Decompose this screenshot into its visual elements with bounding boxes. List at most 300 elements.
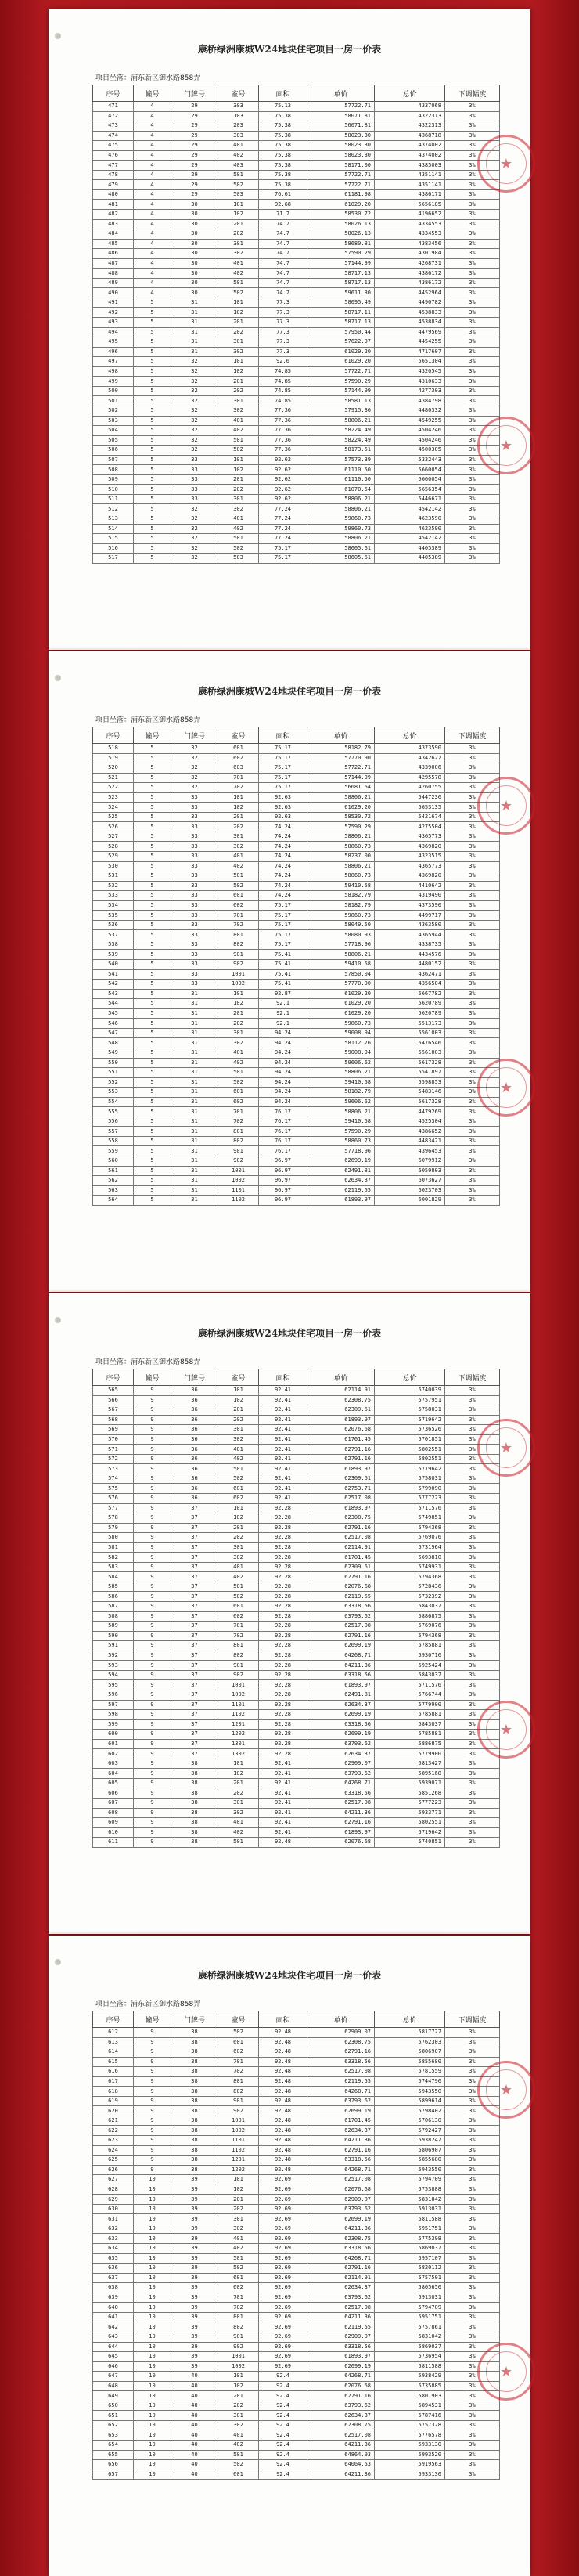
table-cell: 5943550	[375, 2087, 445, 2097]
table-cell: 5	[134, 1028, 171, 1038]
table-cell: 32	[171, 783, 218, 793]
table-cell: 39	[171, 2361, 218, 2372]
table-cell: 58182.79	[307, 744, 375, 754]
table-cell: 471	[93, 102, 134, 112]
table-cell: 61029.20	[307, 989, 375, 999]
table-row	[93, 2175, 500, 2185]
table-cell: 402	[218, 1572, 259, 1582]
table-cell: 4542142	[375, 504, 445, 514]
table-cell: 556	[93, 1117, 134, 1127]
table-cell: 31	[171, 1166, 218, 1176]
table-cell: 63318.56	[307, 1788, 375, 1799]
table-row	[93, 474, 500, 485]
table-cell: 5732392	[375, 1592, 445, 1602]
punch-hole	[55, 33, 61, 39]
table-cell: 632	[93, 2224, 134, 2234]
table-cell: 503	[218, 189, 259, 200]
table-cell: 501	[218, 1838, 259, 1848]
page-title: 康桥绿洲康城W24地块住宅项目一房一价表	[197, 44, 382, 55]
column-header: 序号	[93, 85, 134, 102]
table-cell: 101	[218, 1759, 259, 1769]
table-row	[93, 753, 500, 763]
table-cell: 5	[134, 1068, 171, 1078]
table-cell: 3%	[445, 2116, 500, 2126]
table-cell: 3%	[445, 1415, 500, 1425]
seal-stamp	[477, 417, 535, 474]
table-cell: 31	[171, 1048, 218, 1058]
table-cell: 564	[93, 1196, 134, 1206]
table-cell: 5728436	[375, 1582, 445, 1592]
table-row	[93, 357, 500, 367]
column-header: 室号	[218, 2011, 259, 2028]
table-cell: 4268731	[375, 258, 445, 269]
table-cell: 58049.50	[307, 920, 375, 930]
table-cell: 38	[171, 1827, 218, 1838]
table-cell: 5	[134, 1008, 171, 1019]
table-cell: 601	[93, 1739, 134, 1749]
page-title: 康桥绿洲康城W24地块住宅项目一房一价表	[197, 1328, 382, 1339]
table-cell: 5894531	[375, 2401, 445, 2411]
table-cell: 4	[134, 102, 171, 112]
table-cell: 74.24	[259, 881, 307, 891]
table-row	[93, 2312, 500, 2322]
table-cell: 57950.44	[307, 327, 375, 337]
table-cell: 9	[134, 2136, 171, 2146]
table-cell: 533	[93, 891, 134, 901]
table-cell: 4322313	[375, 121, 445, 132]
table-cell: 10	[134, 2224, 171, 2234]
table-cell: 621	[93, 2116, 134, 2126]
table-cell: 701	[218, 911, 259, 921]
table-cell: 5	[134, 406, 171, 416]
table-cell: 92.69	[259, 2214, 307, 2224]
table-cell: 3%	[445, 278, 500, 288]
table-cell: 94.24	[259, 1068, 307, 1078]
table-cell: 202	[218, 1788, 259, 1799]
table-cell: 33	[171, 803, 218, 813]
table-cell: 1101	[218, 1185, 259, 1196]
table-cell: 61893.97	[307, 1415, 375, 1425]
table-cell: 3%	[445, 1827, 500, 1838]
table-cell: 92.41	[259, 1415, 307, 1425]
table-cell: 40	[171, 2440, 218, 2450]
table-cell: 3%	[445, 416, 500, 426]
table-cell: 32	[171, 543, 218, 554]
table-cell: 5	[134, 832, 171, 842]
table-cell: 101	[218, 200, 259, 210]
table-cell: 10	[134, 2450, 171, 2460]
table-row	[93, 1808, 500, 1818]
table-cell: 4362471	[375, 969, 445, 980]
table-cell: 5785881	[375, 1730, 445, 1740]
table-cell: 5	[134, 504, 171, 514]
table-cell: 101	[218, 989, 259, 999]
table-cell: 590	[93, 1631, 134, 1641]
table-cell: 901	[218, 2332, 259, 2342]
column-header: 幢号	[134, 85, 171, 102]
table-cell: 36	[171, 1415, 218, 1425]
table-cell: 402	[218, 426, 259, 436]
table-cell: 92.48	[259, 2106, 307, 2116]
table-cell: 3%	[445, 524, 500, 534]
table-cell: 101	[218, 357, 259, 367]
table-cell: 512	[93, 504, 134, 514]
table-cell: 75.17	[259, 554, 307, 564]
table-cell: 640	[93, 2303, 134, 2313]
table-cell: 36	[171, 1494, 218, 1504]
table-cell: 57770.90	[307, 980, 375, 990]
table-row	[93, 1641, 500, 1651]
table-cell: 3%	[445, 1553, 500, 1563]
table-cell: 31	[171, 308, 218, 318]
table-cell: 38	[171, 2047, 218, 2058]
table-cell: 1001	[218, 1166, 259, 1176]
table-cell: 31	[171, 327, 218, 337]
table-cell: 77.36	[259, 435, 307, 446]
table-cell: 75.38	[259, 161, 307, 171]
table-cell: 472	[93, 111, 134, 121]
table-cell: 5	[134, 753, 171, 763]
table-cell: 5	[134, 327, 171, 337]
table-cell: 401	[218, 514, 259, 524]
table-cell: 38	[171, 2165, 218, 2175]
table-cell: 94.24	[259, 1048, 307, 1058]
column-header: 单价	[307, 85, 375, 102]
table-row	[93, 1818, 500, 1828]
table-row	[93, 347, 500, 357]
table-cell: 63318.56	[307, 1719, 375, 1730]
table-cell: 485	[93, 239, 134, 249]
table-cell: 701	[218, 773, 259, 783]
table-cell: 102	[218, 2381, 259, 2391]
table-cell: 4499717	[375, 911, 445, 921]
table-cell: 61893.97	[307, 1680, 375, 1690]
table-row	[93, 435, 500, 446]
table-cell: 3%	[445, 1798, 500, 1808]
table-cell: 5811588	[375, 2214, 445, 2224]
table-cell: 4374002	[375, 150, 445, 161]
table-cell: 62309.61	[307, 1405, 375, 1416]
table-cell: 610	[93, 1827, 134, 1838]
table-cell: 32	[171, 435, 218, 446]
table-row	[93, 406, 500, 416]
table-cell: 9	[134, 1454, 171, 1464]
table-row	[93, 2195, 500, 2205]
table-cell: 4	[134, 180, 171, 190]
table-cell: 302	[218, 406, 259, 416]
table-cell: 402	[218, 1454, 259, 1464]
table-cell: 5811588	[375, 2361, 445, 2372]
table-cell: 96.97	[259, 1166, 307, 1176]
table-cell: 64268.71	[307, 1651, 375, 1661]
table-row	[93, 1077, 500, 1088]
table-cell: 3%	[445, 111, 500, 121]
table-cell: 3%	[445, 357, 500, 367]
table-cell: 10	[134, 2312, 171, 2322]
table-cell: 92.41	[259, 1759, 307, 1769]
table-row	[93, 842, 500, 852]
table-cell: 5951751	[375, 2312, 445, 2322]
table-cell: 40	[171, 2460, 218, 2470]
table-row	[93, 2047, 500, 2058]
table-cell: 77.36	[259, 406, 307, 416]
table-cell: 76.17	[259, 1127, 307, 1137]
table-cell: 75.38	[259, 121, 307, 132]
table-cell: 10	[134, 2411, 171, 2421]
table-cell: 103	[218, 111, 259, 121]
table-cell: 5	[134, 1185, 171, 1196]
table-cell: 63793.62	[307, 2096, 375, 2106]
table-row	[93, 1445, 500, 1455]
table-cell: 642	[93, 2322, 134, 2332]
table-cell: 538	[93, 940, 134, 950]
table-cell: 401	[218, 1048, 259, 1058]
table-cell: 33	[171, 900, 218, 911]
column-header: 单价	[307, 2011, 375, 2028]
table-cell: 635	[93, 2253, 134, 2264]
table-cell: 74.7	[259, 269, 307, 279]
table-row	[93, 366, 500, 377]
table-cell: 4	[134, 288, 171, 298]
table-cell: 62119.55	[307, 1185, 375, 1196]
table-cell: 547	[93, 1028, 134, 1038]
table-cell: 9	[134, 1680, 171, 1690]
table-cell: 560	[93, 1156, 134, 1166]
table-cell: 5447236	[375, 792, 445, 803]
table-cell: 3%	[445, 435, 500, 446]
table-cell: 552	[93, 1077, 134, 1088]
table-row	[93, 485, 500, 495]
table-row	[93, 2440, 500, 2450]
table-cell: 5	[134, 1127, 171, 1137]
table-cell: 4369820	[375, 842, 445, 852]
table-cell: 639	[93, 2293, 134, 2303]
table-cell: 61893.97	[307, 2352, 375, 2362]
table-cell: 29	[171, 131, 218, 141]
table-row	[93, 1196, 500, 1206]
table-cell: 62699.19	[307, 1156, 375, 1166]
table-cell: 496	[93, 347, 134, 357]
table-cell: 482	[93, 210, 134, 220]
table-cell: 102	[218, 366, 259, 377]
table-row	[93, 170, 500, 180]
table-cell: 39	[171, 2253, 218, 2264]
table-cell: 5939071	[375, 1778, 445, 1788]
table-cell: 702	[218, 2303, 259, 2313]
table-cell: 3%	[445, 102, 500, 112]
table-cell: 1001	[218, 969, 259, 980]
table-cell: 32	[171, 514, 218, 524]
table-cell: 92.28	[259, 1700, 307, 1710]
table-cell: 502	[218, 881, 259, 891]
table-cell: 1002	[218, 1690, 259, 1700]
table-row	[93, 1602, 500, 1612]
table-row	[93, 1127, 500, 1137]
table-cell: 302	[218, 2420, 259, 2430]
table-cell: 3%	[445, 485, 500, 495]
column-header: 下调幅度	[445, 1369, 500, 1386]
table-cell: 92.41	[259, 1778, 307, 1788]
table-cell: 5	[134, 940, 171, 950]
table-cell: 9	[134, 1739, 171, 1749]
table-cell: 36	[171, 1464, 218, 1474]
table-cell: 57590.29	[307, 377, 375, 387]
table-cell: 30	[171, 219, 218, 229]
table-cell: 37	[171, 1700, 218, 1710]
table-cell: 39	[171, 2195, 218, 2205]
table-row	[93, 2322, 500, 2332]
table-cell: 565	[93, 1386, 134, 1396]
table-cell: 37	[171, 1602, 218, 1612]
table-cell: 574	[93, 1474, 134, 1484]
table-cell: 101	[218, 1503, 259, 1513]
table-cell: 40	[171, 2381, 218, 2391]
table-cell: 5899614	[375, 2096, 445, 2106]
seal-stamp	[477, 1059, 535, 1117]
table-cell: 37	[171, 1611, 218, 1622]
table-cell: 92.4	[259, 2420, 307, 2430]
table-cell: 3%	[445, 900, 500, 911]
table-row	[93, 543, 500, 554]
table-cell: 4405389	[375, 543, 445, 554]
table-cell: 4322313	[375, 111, 445, 121]
table-cell: 76.61	[259, 189, 307, 200]
table-row	[93, 744, 500, 754]
table-cell: 6001829	[375, 1196, 445, 1206]
table-row	[93, 1513, 500, 1524]
table-cell: 523	[93, 792, 134, 803]
table-row	[93, 1425, 500, 1435]
table-cell: 38	[171, 1778, 218, 1788]
table-cell: 5	[134, 1176, 171, 1186]
table-cell: 40	[171, 2391, 218, 2401]
table-cell: 401	[218, 2430, 259, 2441]
table-cell: 612	[93, 2028, 134, 2038]
table-cell: 96.97	[259, 1196, 307, 1206]
table-cell: 601	[218, 2273, 259, 2283]
table-cell: 31	[171, 1077, 218, 1088]
table-cell: 92.69	[259, 2332, 307, 2342]
table-cell: 37	[171, 1582, 218, 1592]
table-cell: 3%	[445, 2361, 500, 2372]
table-cell: 61029.20	[307, 200, 375, 210]
table-cell: 62791.16	[307, 1445, 375, 1455]
table-cell: 702	[218, 783, 259, 793]
table-cell: 5869037	[375, 2342, 445, 2352]
table-cell: 3%	[445, 1611, 500, 1622]
table-cell: 555	[93, 1107, 134, 1117]
table-cell: 5744796	[375, 2076, 445, 2087]
table-cell: 656	[93, 2460, 134, 2470]
table-cell: 201	[218, 1405, 259, 1416]
table-cell: 302	[218, 1434, 259, 1445]
table-cell: 5	[134, 1088, 171, 1098]
table-cell: 5561003	[375, 1048, 445, 1058]
table-cell: 478	[93, 170, 134, 180]
table-cell: 202	[218, 386, 259, 396]
table-cell: 488	[93, 269, 134, 279]
table-cell: 61701.45	[307, 1434, 375, 1445]
table-cell: 202	[218, 2204, 259, 2214]
table-cell: 62076.68	[307, 1582, 375, 1592]
column-header: 室号	[218, 85, 259, 102]
table-cell: 201	[218, 1523, 259, 1533]
table-cell: 57622.97	[307, 337, 375, 348]
table-cell: 702	[218, 1631, 259, 1641]
table-cell: 92.28	[259, 1710, 307, 1720]
table-cell: 5	[134, 1156, 171, 1166]
table-cell: 39	[171, 2352, 218, 2362]
table-cell: 202	[218, 229, 259, 240]
table-cell: 92.48	[259, 2156, 307, 2166]
table-row	[93, 852, 500, 862]
table-cell: 3%	[445, 2067, 500, 2077]
table-cell: 3%	[445, 1818, 500, 1828]
table-header-row	[93, 85, 500, 102]
table-cell: 3%	[445, 269, 500, 279]
table-cell: 5	[134, 386, 171, 396]
table-row	[93, 2165, 500, 2175]
table-cell: 62517.08	[307, 2303, 375, 2313]
table-cell: 33	[171, 455, 218, 465]
table-cell: 802	[218, 940, 259, 950]
table-cell: 10	[134, 2420, 171, 2430]
table-cell: 608	[93, 1808, 134, 1818]
table-cell: 3%	[445, 1196, 500, 1206]
table-cell: 92.48	[259, 2165, 307, 2175]
table-cell: 513	[93, 514, 134, 524]
table-cell: 487	[93, 258, 134, 269]
table-row	[93, 1690, 500, 1700]
table-cell: 75.17	[259, 900, 307, 911]
table-cell: 4542142	[375, 534, 445, 544]
table-cell: 902	[218, 1670, 259, 1680]
table-cell: 5	[134, 1048, 171, 1058]
table-cell: 74.24	[259, 822, 307, 832]
table-row	[93, 1749, 500, 1759]
table-cell: 102	[218, 1769, 259, 1779]
table-cell: 64211.36	[307, 1661, 375, 1671]
table-cell: 62517.08	[307, 1494, 375, 1504]
table-cell: 5785881	[375, 1710, 445, 1720]
table-cell: 92.28	[259, 1523, 307, 1533]
table-cell: 634	[93, 2244, 134, 2254]
table-cell: 75.38	[259, 180, 307, 190]
seal-stamp	[477, 2343, 535, 2401]
seal-stamp	[477, 135, 535, 193]
table-cell: 31	[171, 1088, 218, 1098]
table-row	[93, 2156, 500, 2166]
table-cell: 39	[171, 2175, 218, 2185]
table-cell: 3%	[445, 950, 500, 960]
table-cell: 63318.56	[307, 2057, 375, 2067]
table-row	[93, 1788, 500, 1799]
table-cell: 3%	[445, 1651, 500, 1661]
table-cell: 58806.21	[307, 494, 375, 504]
table-cell: 4386172	[375, 269, 445, 279]
column-header: 下调幅度	[445, 2011, 500, 2028]
table-cell: 9	[134, 1395, 171, 1405]
table-cell: 39	[171, 2224, 218, 2234]
table-cell: 62634.37	[307, 1700, 375, 1710]
table-cell: 92.69	[259, 2185, 307, 2195]
table-cell: 62791.16	[307, 2264, 375, 2274]
table-cell: 592	[93, 1651, 134, 1661]
table-row	[93, 2361, 500, 2372]
table-header-row	[93, 727, 500, 744]
table-cell: 3%	[445, 1513, 500, 1524]
table-cell: 58806.21	[307, 950, 375, 960]
